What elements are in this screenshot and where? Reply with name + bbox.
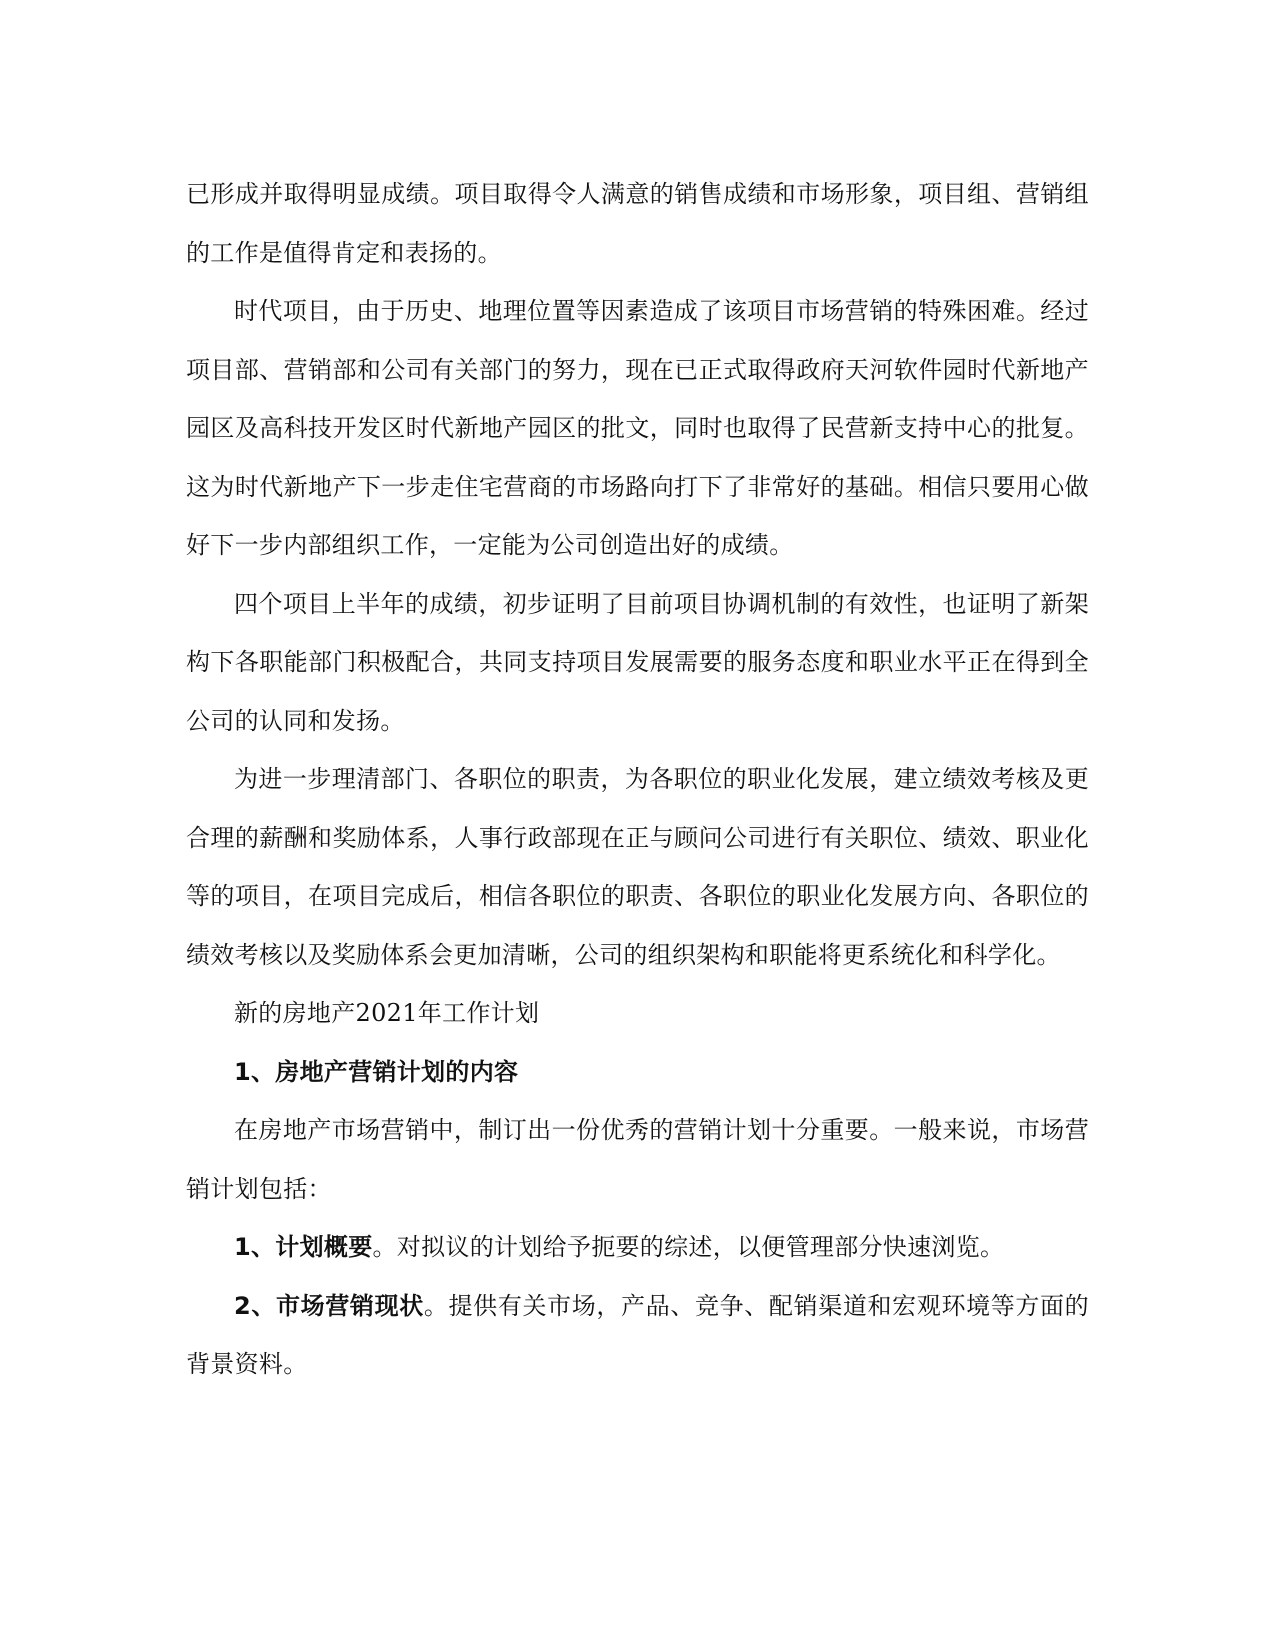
- section-title-work-plan: 新的房地产2021年工作计划: [234, 999, 540, 1027]
- list-item-term: 1、计划概要: [234, 1233, 373, 1261]
- document-body: [186, 165, 1089, 1394]
- list-item-plan-summary: [186, 1218, 1089, 1277]
- list-item-description: 。对拟议的计划给予扼要的综述，以便管理部分快速浏览。: [372, 1233, 1005, 1261]
- heading-text: 1、房地产营销计划的内容: [234, 1057, 519, 1086]
- list-item-term: 2、市场营销现状: [234, 1291, 424, 1320]
- list-item-description: 。提供有关市场，产品、竞争、配销渠道和宏观环境等方面的背景资料。: [186, 1291, 1089, 1378]
- paragraph-job-responsibilities: 为进一步理清部门、各职位的职责，为各职位的职业化发展，建立绩效考核及更合理的薪酬和奖励体系，人事行政部现在正与顾问公司进行有关职位、绩效、职业化等的项目，在项目完成后，相信各职位的职责、各职位的职业化发展方向、各职位的绩效考核以及奖励体系会更加清晰，公司的组织架构和职能将更系统化和科学化。: [186, 765, 1089, 969]
- section-heading-marketing-plan: [186, 1043, 1089, 1102]
- paragraph-continuation: 已形成并取得明显成绩。项目取得令人满意的销售成绩和市场形象，项目组、营销组的工作是值得肯定和表扬的。: [186, 180, 1089, 267]
- paragraph-marketing-plan-intro: 在房地产市场营销中，制订出一份优秀的营销计划十分重要。一般来说，市场营销计划包括：: [186, 1116, 1089, 1203]
- paragraph-shidai-project: 时代项目，由于历史、地理位置等因素造成了该项目市场营销的特殊困难。经过项目部、营销部和公司有关部门的努力，现在已正式取得政府天河软件园时代新地产园区及高科技开发区时代新地产园区的批文，同时也取得了民营新支持中心的批复。这为时代新地产下一步走住宅营商的市场路向打下了非常好的基础。相信只要用心做好下一步内部组织工作，一定能为公司创造出好的成绩。: [186, 297, 1089, 559]
- paragraph-four-projects: 四个项目上半年的成绩，初步证明了目前项目协调机制的有效性，也证明了新架构下各职能部门积极配合，共同支持项目发展需要的服务态度和职业水平正在得到全公司的认同和发扬。: [186, 589, 1089, 735]
- list-item-market-status: [186, 1277, 1089, 1394]
